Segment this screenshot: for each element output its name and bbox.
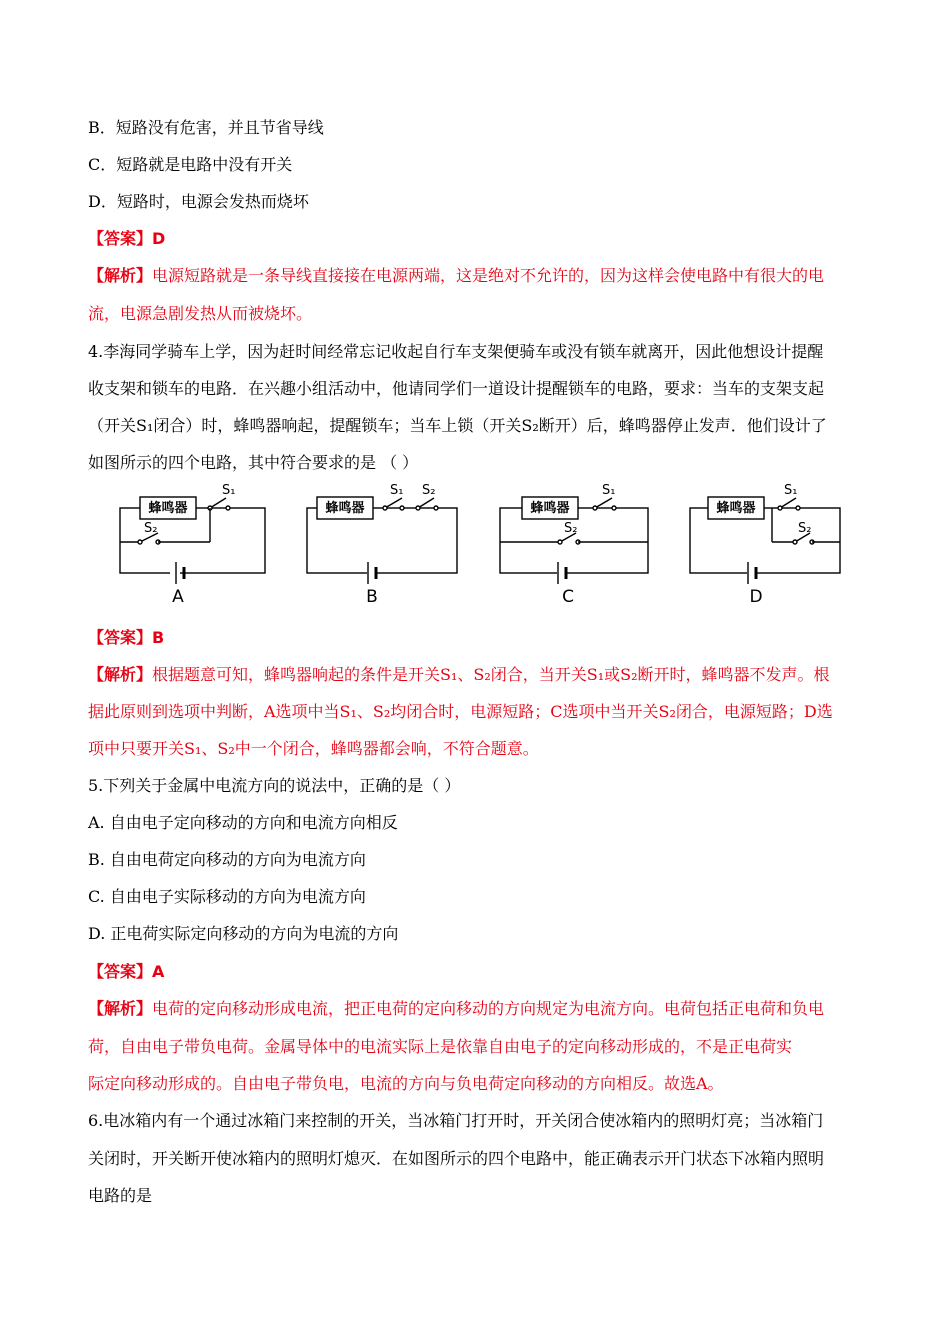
q5-analysis-line-3: 际定向移动形成的。自由电子带负电，电流的方向与负电荷定向移动的方向相反。故选A。 <box>88 1074 724 1093</box>
q4-analysis-line-2: 据此原则到选项中判断，A选项中当S₁、S₂均闭合时，电源短路；C选项中当开关S₂闭合，电源短路；D选 <box>88 702 833 721</box>
switch-label-b-s1: S₁ <box>390 483 404 498</box>
q6-stem-line-2: 关闭时，开关断开使冰箱内的照明灯熄灭．在如图所示的四个电路中，能正确表示开门状态下冰箱内照明 <box>88 1149 825 1168</box>
buzzer-label-d: 蜂鸣器 <box>716 501 756 516</box>
q3-analysis-line-1 <box>88 266 824 286</box>
answer-value: B <box>152 628 165 647</box>
answer-tag: 【答案】 <box>88 628 153 647</box>
option-label-d: D <box>749 587 763 607</box>
q4-stem-line-2: 收支架和锁车的电路．在兴趣小组活动中，他请同学们一道设计提醒锁车的电路，要求：当车的支架支起 <box>88 379 825 398</box>
answer-value: A <box>152 962 165 981</box>
option-label-a: A <box>172 587 184 607</box>
buzzer-label-c: 蜂鸣器 <box>530 501 570 516</box>
analysis-text: 电荷的定向移动形成电流，把正电荷的定向移动的方向规定为电流方向。电荷包括正电荷和负电 <box>152 999 825 1018</box>
analysis-tag: 【解析】 <box>88 999 153 1018</box>
q3-answer <box>88 229 165 249</box>
analysis-text: 根据题意可知，蜂鸣器响起的条件是开关S₁、S₂闭合，当开关S₁或S₂断开时，蜂鸣器不发声。根 <box>152 665 830 684</box>
analysis-text: 电源短路就是一条导线直接接在电源两端，这是绝对不允许的，因为这样会使电路中有很大的电 <box>152 266 825 285</box>
q3-analysis-line-2: 流，电源急剧发热从而被烧坏。 <box>88 304 313 323</box>
q5-option-c: C. 自由电子实际移动的方向为电流方向 <box>88 887 366 906</box>
switch-label-c-s1: S₁ <box>602 483 616 498</box>
q6-stem-line-1: 6.电冰箱内有一个通过冰箱门来控制的开关，当冰箱门打开时，开关闭合使冰箱内的照明灯亮；当冰箱门 <box>88 1111 824 1130</box>
q5-answer <box>88 962 164 982</box>
q5-stem: 5.下列关于金属中电流方向的说法中，正确的是（ ） <box>88 776 461 795</box>
circuit-diagrams-svg <box>100 480 860 610</box>
answer-tag: 【答案】 <box>88 229 153 248</box>
switch-label-d-s1: S₁ <box>784 483 798 498</box>
q5-option-d: D. 正电荷实际定向移动的方向为电流的方向 <box>88 924 399 943</box>
q5-option-b: B. 自由电荷定向移动的方向为电流方向 <box>88 850 366 869</box>
analysis-tag: 【解析】 <box>88 665 153 684</box>
q6-stem-line-3: 电路的是 <box>88 1186 153 1205</box>
switch-label-b-s2: S₂ <box>422 483 436 498</box>
q4-stem-line-1: 4.李海同学骑车上学，因为赶时间经常忘记收起自行车支架便骑车或没有锁车就离开，因此他想设计提醒 <box>88 342 824 361</box>
q4-answer <box>88 628 164 648</box>
q5-option-a: A. 自由电子定向移动的方向和电流方向相反 <box>88 813 398 832</box>
answer-tag: 【答案】 <box>88 962 153 981</box>
option-label-b: B <box>366 587 378 607</box>
q4-circuit-diagrams <box>100 480 860 610</box>
switch-label-a-s2: S₂ <box>144 521 158 536</box>
q5-analysis-line-1 <box>88 999 824 1019</box>
q3-option-b: B．短路没有危害，并且节省导线 <box>88 118 324 137</box>
circuit-c <box>500 497 648 584</box>
analysis-tag: 【解析】 <box>88 266 153 285</box>
circuit-a <box>120 497 265 584</box>
q4-analysis-line-3: 项中只要开关S₁、S₂中一个闭合，蜂鸣器都会响，不符合题意。 <box>88 739 539 758</box>
q5-analysis-line-2: 荷，自由电子带负电荷。金属导体中的电流实际上是依靠自由电子的定向移动形成的，不是正电荷实 <box>88 1037 793 1056</box>
switch-label-c-s2: S₂ <box>564 521 578 536</box>
q4-stem-line-3: （开关S₁闭合）时，蜂鸣器响起，提醒锁车；当车上锁（开关S₂断开）后，蜂鸣器停止发声．他们设计了 <box>88 416 827 435</box>
circuit-d <box>690 497 840 584</box>
q4-analysis-line-1 <box>88 665 830 685</box>
q3-option-d: D．短路时，电源会发热而烧坏 <box>88 192 309 211</box>
buzzer-label-b: 蜂鸣器 <box>325 501 365 516</box>
answer-value: D <box>152 229 166 248</box>
switch-label-d-s2: S₂ <box>798 521 812 536</box>
buzzer-label-a: 蜂鸣器 <box>148 501 188 516</box>
switch-label-a-s1: S₁ <box>222 483 236 498</box>
q4-stem-line-4: 如图所示的四个电路，其中符合要求的是 （ ） <box>88 453 419 472</box>
q3-option-c: C．短路就是电路中没有开关 <box>88 155 293 174</box>
option-label-c: C <box>562 587 574 607</box>
